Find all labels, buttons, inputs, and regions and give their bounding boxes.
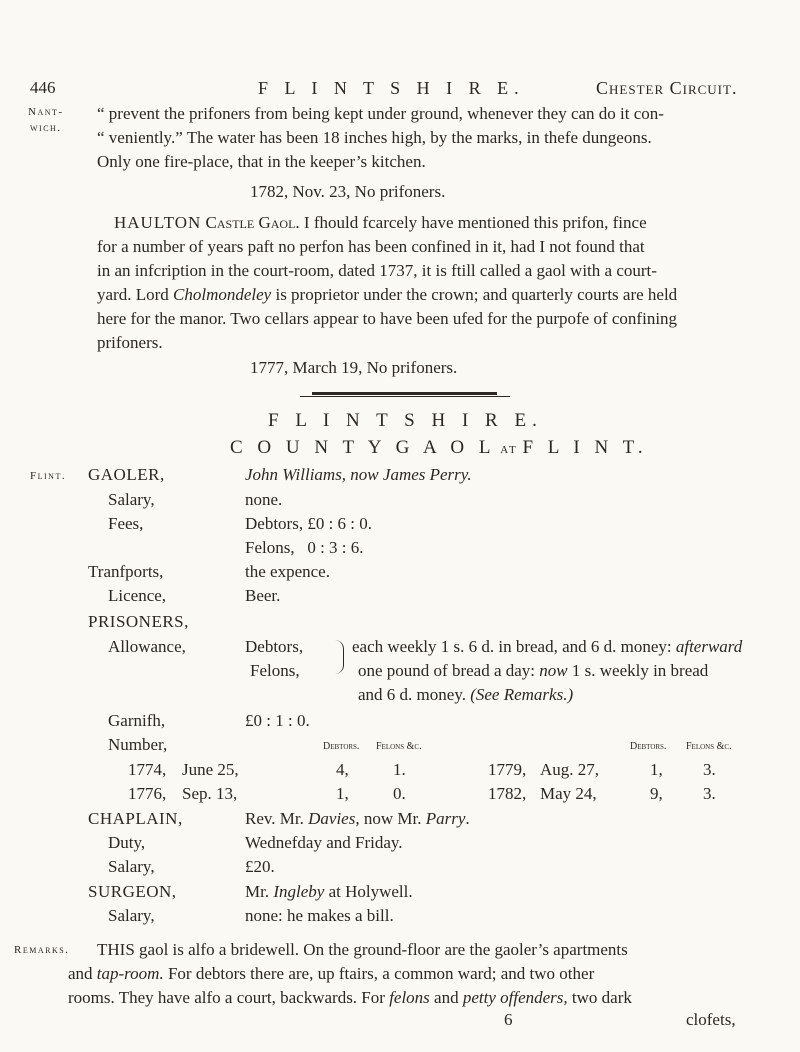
surgeon-salary-label: Salary, xyxy=(108,906,155,925)
chaplain-name: Davies xyxy=(308,809,356,828)
prisoners-label: PRISONERS, xyxy=(88,612,189,631)
fees-debtors: Debtors, £0 : 6 : 0. xyxy=(245,514,373,533)
transports-label: Tranfports, xyxy=(88,562,164,581)
garnish-value: £0 : 1 : 0. xyxy=(245,711,310,730)
nantwich-line-3: Only one fire-place, that in the keeper’s kitchen. xyxy=(97,152,426,171)
haulton-line-3: in an infcription in the court-room, dated 1737, it is ftill called a gaol with a court- xyxy=(97,261,657,280)
gaoler-value: John Williams, now James Perry. xyxy=(245,465,472,484)
table-row-1-date: June 25, xyxy=(182,760,239,779)
chaplain-value-b: , now Mr. xyxy=(355,809,426,828)
table-row-1-felons: 1. xyxy=(393,760,406,779)
nantwich-visit: 1782, Nov. 23, No prifoners. xyxy=(250,182,446,201)
surgeon-value-b: at Holywell. xyxy=(324,882,413,901)
table-row-1-year: 1774, xyxy=(128,760,167,779)
allowance-line-2-c: 1 s. weekly in bread xyxy=(567,661,709,680)
table-row-2-felons: 0. xyxy=(393,784,406,803)
haulton-line-4-b: is proprietor under the crown; and quarterly courts are held xyxy=(271,285,678,304)
haulton-proprietor-name: Cholmondeley xyxy=(173,285,272,304)
table-row-2-date: Sep. 13, xyxy=(182,784,238,803)
table-row-1-year-2: 1779, xyxy=(488,760,527,779)
allowance-felons: Felons, xyxy=(250,661,300,680)
allowance-line-3-a: and 6 d. money. xyxy=(358,685,471,704)
surgeon-label: SURGEON, xyxy=(88,882,177,901)
table-row-2-year-2: 1782, xyxy=(488,784,527,803)
haulton-paragraph-line-1 xyxy=(114,213,647,233)
haulton-line-4-a: yard. Lord xyxy=(97,285,174,304)
allowance-line-1-b: afterward xyxy=(675,637,743,656)
remarks-line-3-c: two dark xyxy=(567,988,632,1007)
allowance-brace xyxy=(335,640,344,674)
signature-mark: 6 xyxy=(504,1010,513,1029)
haulton-line-1-text: I fhould fcarcely have mentioned this prifon, fince xyxy=(303,213,647,232)
col-header-felons-2: Felons &c. xyxy=(686,741,732,752)
col-header-debtors: Debtors. xyxy=(323,741,360,752)
remarks-felons: felons xyxy=(389,988,430,1007)
margin-label-flint: Flint. xyxy=(30,470,67,482)
surgeon-value-a: Mr. xyxy=(245,882,274,901)
county-gaol-heading xyxy=(230,437,648,459)
nantwich-line-2: “ veniently.” The water has been 18 inches high, by the marks, in thefe dungeons. xyxy=(97,128,652,147)
table-row-1-date-2: Aug. 27, xyxy=(540,760,600,779)
remarks-tap-room: tap-room. xyxy=(96,964,164,983)
remarks-line-3-a: rooms. They have alfo a court, backwards. For xyxy=(68,988,390,1007)
remarks-line-3-b: and xyxy=(429,988,463,1007)
haulton-line-6: prifoners. xyxy=(97,333,163,352)
haulton-line-5: here for the manor. Two cellars appear to have been ufed for the purpofe of confining xyxy=(97,309,678,328)
fees-label: Fees, xyxy=(108,514,144,533)
table-row-2-debtors-2: 9, xyxy=(650,784,663,803)
table-row-2-year: 1776, xyxy=(128,784,167,803)
haulton-title-rest: Castle Gaol. xyxy=(205,213,300,232)
allowance-line-2-b: now xyxy=(539,661,568,680)
margin-label-nantwich-2: wich. xyxy=(30,122,62,134)
licence-value: Beer. xyxy=(245,586,281,605)
section-divider-thin xyxy=(300,396,510,397)
allowance-line-2 xyxy=(358,661,708,681)
remarks-line-1: THIS gaol is alfo a bridewell. On the ground-floor are the gaoler’s apartments xyxy=(97,940,628,959)
table-row-1-debtors-2: 1, xyxy=(650,760,663,779)
chaplain-name-2: Parry xyxy=(425,809,466,828)
chaplain-value xyxy=(245,809,470,829)
allowance-line-1 xyxy=(352,637,742,657)
remarks-line-2-b: For debtors there are, up ftairs, a common ward; and two other xyxy=(163,964,595,983)
county-gaol-heading-at: at xyxy=(500,441,518,457)
haulton-visit: 1777, March 19, No prifoners. xyxy=(250,358,458,377)
duty-value: Wednefday and Friday. xyxy=(245,833,403,852)
allowance-line-2-a: one pound of bread a day: xyxy=(358,661,540,680)
chaplain-label: CHAPLAIN, xyxy=(88,809,183,828)
chaplain-value-a: Rev. Mr. xyxy=(245,809,309,828)
table-row-2-felons-2: 3. xyxy=(703,784,716,803)
county-gaol-heading-place: F L I N T. xyxy=(522,437,648,458)
catchword: clofets, xyxy=(686,1010,736,1029)
flintshire-heading: F L I N T S H I R E. xyxy=(268,410,543,431)
surgeon-name: Ingleby xyxy=(273,882,325,901)
garnish-label: Garnifh, xyxy=(108,711,166,730)
table-row-1-debtors: 4, xyxy=(336,760,349,779)
table-row-1-felons-2: 3. xyxy=(703,760,716,779)
haulton-line-2: for a number of years paft no perfon has been confined in it, had I not found that xyxy=(97,237,645,256)
haulton-line-4 xyxy=(97,285,677,305)
table-row-2-date-2: May 24, xyxy=(540,784,597,803)
page-number: 446 xyxy=(30,78,56,97)
fees-felons: Felons, 0 : 3 : 6. xyxy=(245,538,364,557)
chaplain-salary-label: Salary, xyxy=(108,857,155,876)
remarks-line-2 xyxy=(68,964,594,984)
nantwich-line-1: “ prevent the prifoners from being kept under ground, whenever they can do it con- xyxy=(97,104,664,123)
margin-label-remarks: Remarks. xyxy=(14,944,70,956)
number-label: Number, xyxy=(108,735,168,754)
salary-value: none. xyxy=(245,490,283,509)
col-header-debtors-2: Debtors. xyxy=(630,741,667,752)
remarks-line-3 xyxy=(68,988,632,1008)
salary-label: Salary, xyxy=(108,490,155,509)
chaplain-value-c: . xyxy=(465,809,470,828)
allowance-line-1-a: each weekly 1 s. 6 d. in bread, and 6 d. money: xyxy=(352,637,676,656)
table-row-2-debtors: 1, xyxy=(336,784,349,803)
licence-label: Licence, xyxy=(108,586,167,605)
running-head-circuit: Chester Circuit. xyxy=(596,78,738,98)
col-header-felons: Felons &c. xyxy=(376,741,422,752)
chaplain-salary-value: £20. xyxy=(245,857,275,876)
section-divider xyxy=(312,392,497,395)
allowance-debtors: Debtors, xyxy=(245,637,304,656)
surgeon-value xyxy=(245,882,413,902)
haulton-title: HAULTON xyxy=(114,213,202,232)
remarks-line-2-a: and xyxy=(68,964,97,983)
allowance-line-3 xyxy=(358,685,573,705)
gaoler-label: GAOLER, xyxy=(88,465,165,484)
surgeon-salary-value: none: he makes a bill. xyxy=(245,906,394,925)
duty-label: Duty, xyxy=(108,833,146,852)
allowance-label: Allowance, xyxy=(108,637,186,656)
remarks-petty-offenders: petty offenders, xyxy=(462,988,568,1007)
margin-label-nantwich-1: Nant- xyxy=(28,106,64,118)
running-head-county: F L I N T S H I R E. xyxy=(258,78,525,98)
allowance-line-3-b: (See Remarks.) xyxy=(470,685,574,704)
county-gaol-heading-text: C O U N T Y G A O L xyxy=(230,437,496,458)
transports-value: the expence. xyxy=(245,562,330,581)
